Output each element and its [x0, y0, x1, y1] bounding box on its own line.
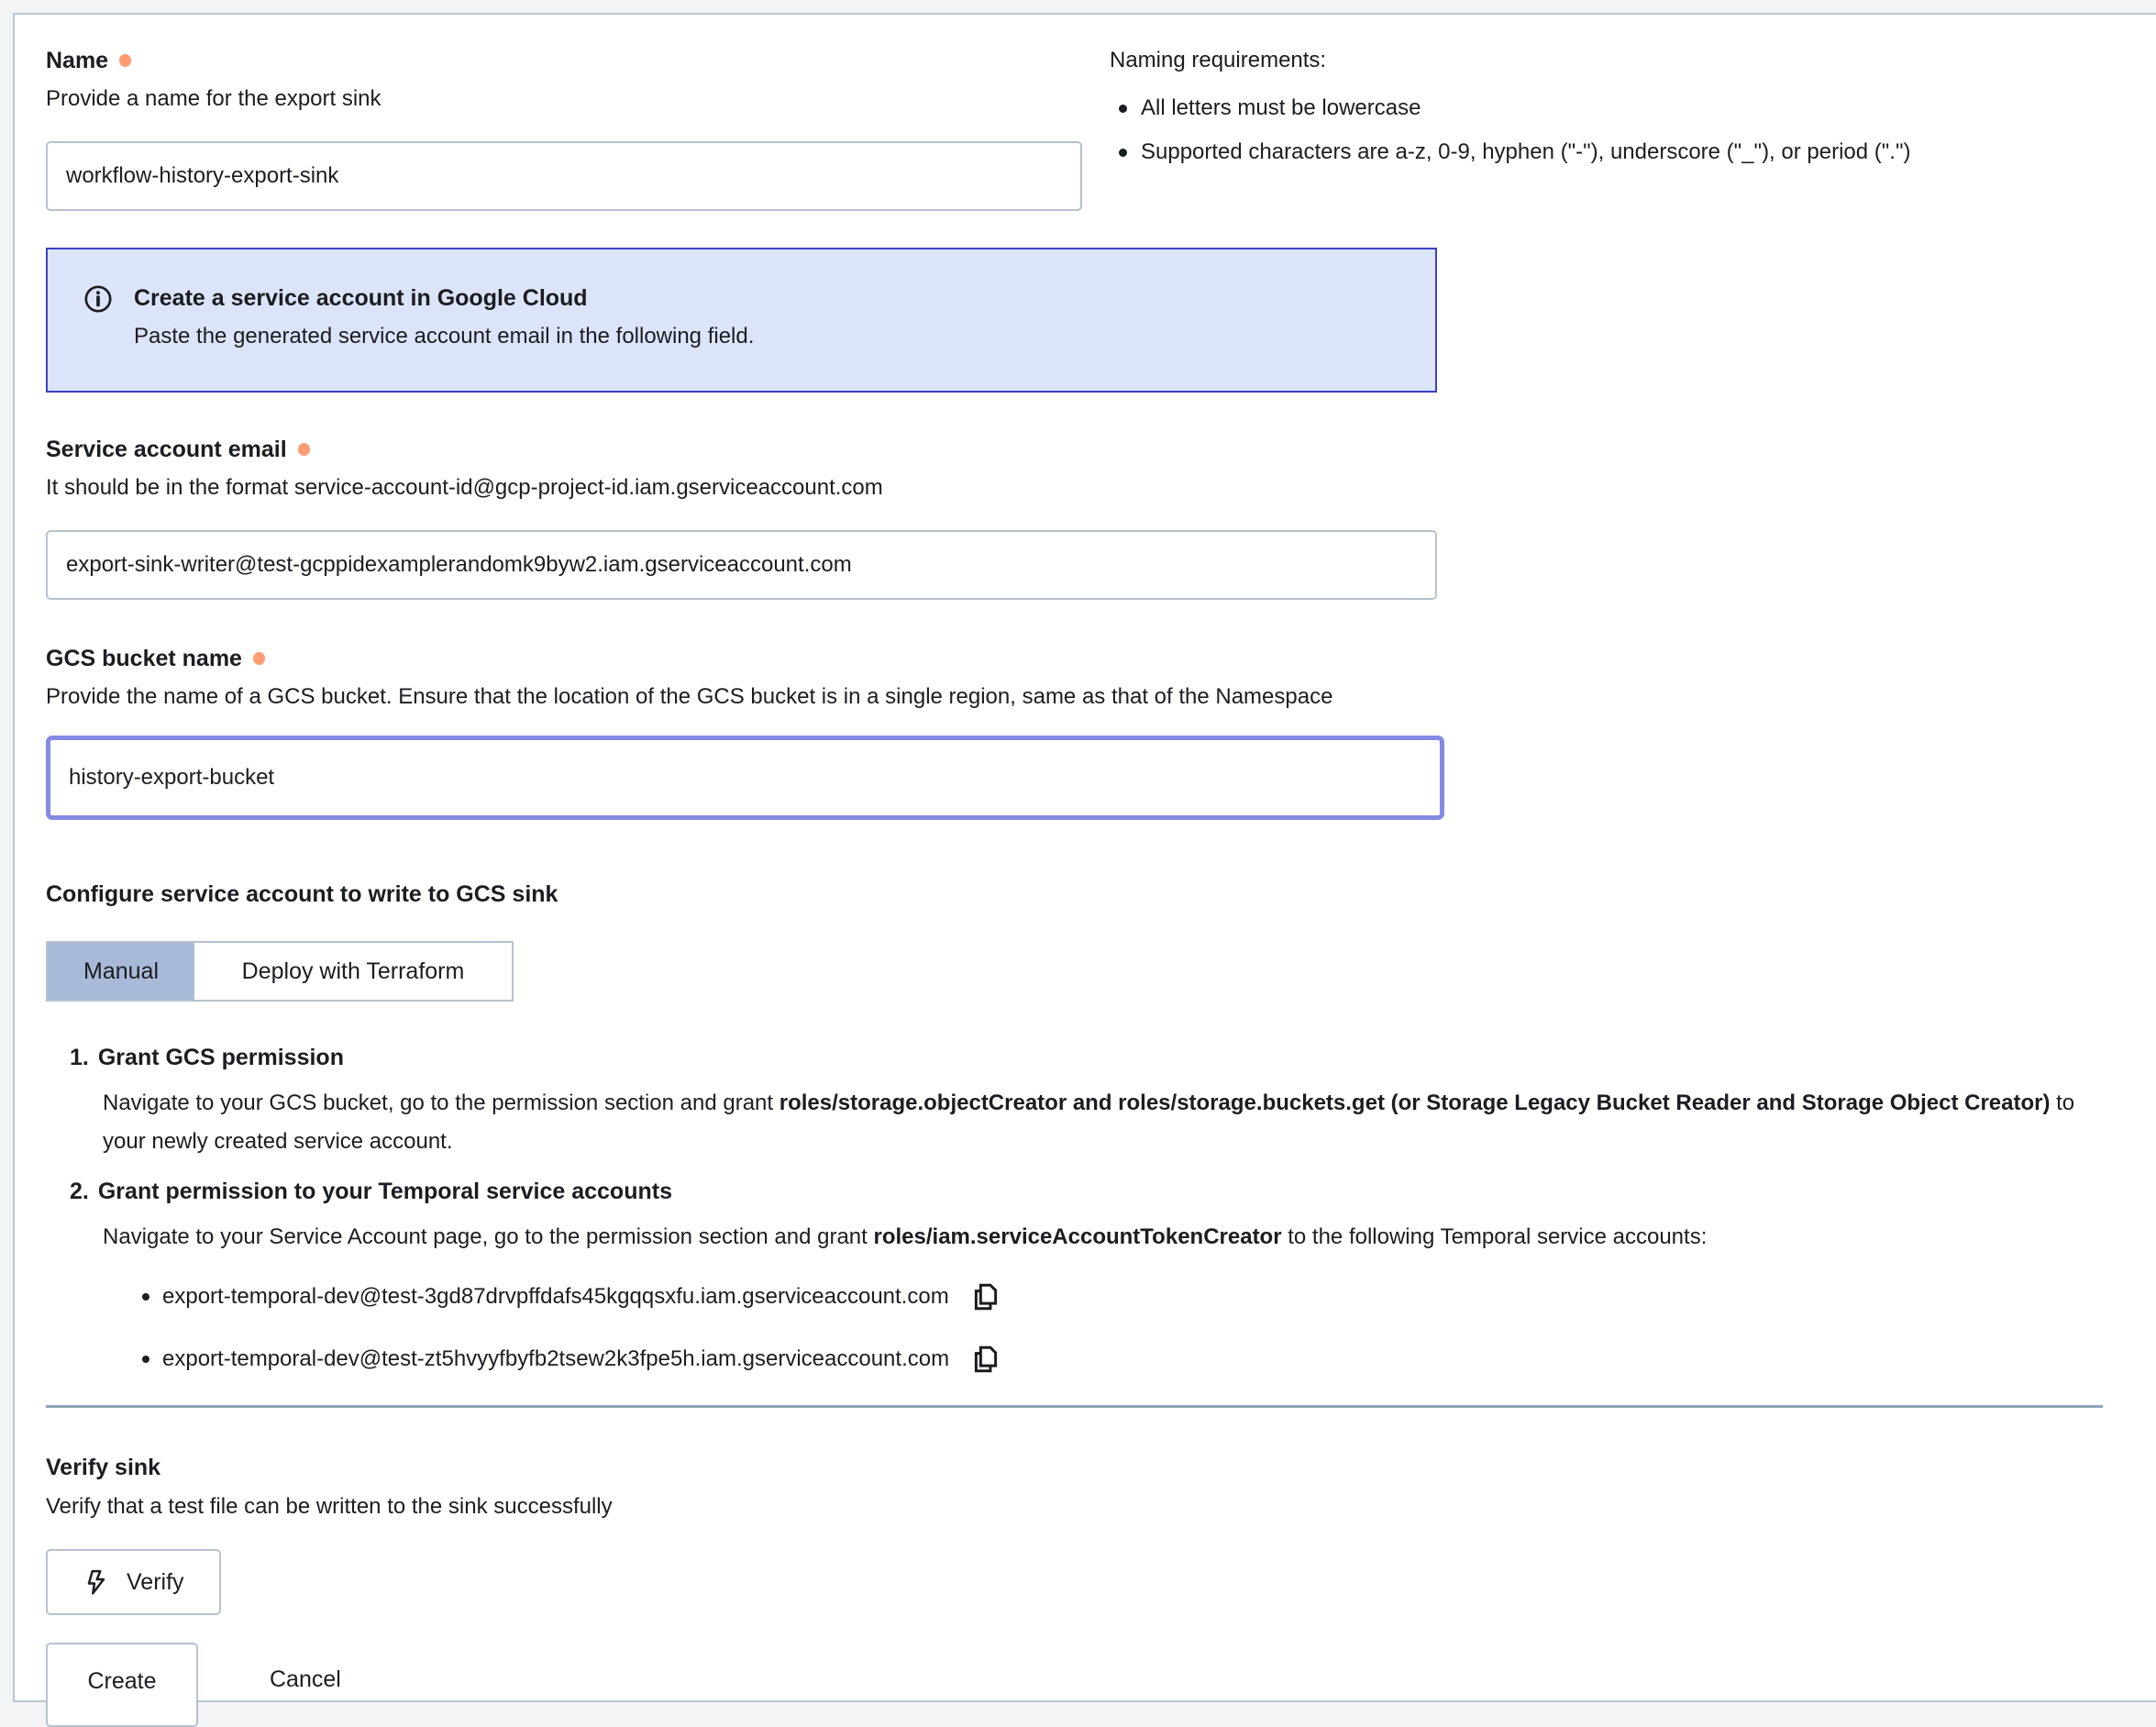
naming-requirements-title: Naming requirements:	[1110, 48, 1327, 72]
step-number: 2.	[70, 1179, 89, 1204]
step-text-bold: roles/iam.serviceAccountTokenCreator	[873, 1224, 1282, 1249]
service-account-email-label-text: Service account email	[46, 437, 287, 462]
gcs-bucket-section	[46, 642, 2103, 820]
gcs-bucket-input[interactable]	[46, 736, 1444, 820]
cancel-button[interactable]	[270, 1666, 341, 1693]
step-grant-temporal-permission	[46, 1174, 2103, 1381]
name-label	[46, 44, 1082, 77]
service-account-email-label	[46, 433, 2103, 466]
step-title-text: Grant permission to your Temporal service accounts	[97, 1179, 672, 1204]
copy-button[interactable]	[969, 1342, 1002, 1377]
naming-requirement-item: Supported characters are a-z, 0-9, hyphen ("-"), underscore ("_"), or period (".")	[1110, 134, 2103, 171]
step-text: to your newly created service account.	[103, 1090, 2075, 1154]
tab-deploy-with-terraform[interactable]	[194, 943, 512, 1000]
step-text: Navigate to your GCS bucket, go to the permission section and grant	[103, 1090, 779, 1115]
verify-sink-heading: Verify sink	[46, 1455, 161, 1480]
naming-requirements	[1110, 44, 2103, 178]
info-icon	[83, 283, 114, 315]
info-banner-title: Create a service account in Google Cloud	[134, 285, 588, 311]
step-title-text: Grant GCS permission	[97, 1045, 344, 1070]
form-actions	[46, 1643, 2103, 1727]
verify-sink-section	[46, 1450, 2103, 1615]
temporal-service-account-item	[142, 1275, 2103, 1319]
copy-button[interactable]	[969, 1279, 1002, 1314]
name-label-text: Name	[46, 48, 109, 73]
name-section	[46, 44, 2103, 211]
service-account-email-description: It should be in the format service-account-id@gcp-project-id.iam.gserviceaccount.com	[46, 475, 883, 500]
gcs-bucket-label-text: GCS bucket name	[46, 646, 242, 671]
name-description: Provide a name for the export sink	[46, 86, 381, 111]
configure-heading: Configure service account to write to GCS sink	[46, 881, 558, 907]
tab-terraform-label: Deploy with Terraform	[241, 958, 465, 984]
create-button-label: Create	[87, 1668, 157, 1694]
gcs-bucket-label	[46, 642, 2103, 675]
verify-button[interactable]	[46, 1549, 221, 1615]
configure-tabs	[46, 941, 514, 1002]
create-button[interactable]	[46, 1643, 198, 1727]
required-dot-icon	[298, 443, 310, 456]
temporal-service-account-email: export-temporal-dev@test-3gd87drvpffdafs45kgqqsxfu.iam.gserviceaccount.com	[162, 1284, 949, 1309]
service-account-email-section	[46, 433, 2103, 600]
copy-icon	[970, 1343, 1001, 1376]
step-instructions	[103, 1218, 2103, 1257]
step-instructions	[103, 1084, 2103, 1161]
lightning-bolt-icon	[83, 1567, 110, 1597]
tab-manual-label: Manual	[83, 958, 159, 984]
section-divider	[46, 1405, 2103, 1408]
sink-name-input[interactable]	[46, 141, 1082, 211]
service-account-email-input[interactable]	[46, 530, 1437, 600]
service-account-info-banner	[46, 248, 1437, 393]
naming-requirement-item: All letters must be lowercase	[1110, 90, 2103, 127]
temporal-service-accounts-list	[142, 1275, 2103, 1381]
required-dot-icon	[119, 54, 131, 67]
configure-steps	[46, 1040, 2103, 1381]
step-text: to the following Temporal service accounts:	[1281, 1224, 1708, 1249]
export-sink-form-card	[13, 13, 2156, 1702]
cancel-button-label: Cancel	[270, 1666, 341, 1692]
copy-icon	[970, 1280, 1001, 1313]
step-grant-gcs-permission	[46, 1040, 2103, 1161]
required-dot-icon	[253, 652, 265, 665]
info-banner-description: Paste the generated service account email in the following field.	[134, 324, 755, 349]
verify-sink-description: Verify that a test file can be written to the sink successfully	[46, 1494, 613, 1519]
step-text: Navigate to your Service Account page, go to the permission section and grant	[103, 1224, 874, 1249]
temporal-service-account-email: export-temporal-dev@test-zt5hvyyfbyfb2tsew2k3fpe5h.iam.gserviceaccount.com	[162, 1346, 950, 1371]
step-number: 1.	[70, 1045, 89, 1070]
temporal-service-account-item	[142, 1337, 2103, 1381]
gcs-bucket-description: Provide the name of a GCS bucket. Ensure that the location of the GCS bucket is in a single region, same as that of the Namespace	[46, 684, 1333, 709]
verify-button-label: Verify	[127, 1568, 184, 1595]
step-text-bold: roles/storage.objectCreator and roles/storage.buckets.get (or Storage Legacy Bucket Reader and Storage Object Creator)	[779, 1090, 2051, 1115]
tab-manual[interactable]	[48, 943, 194, 1000]
